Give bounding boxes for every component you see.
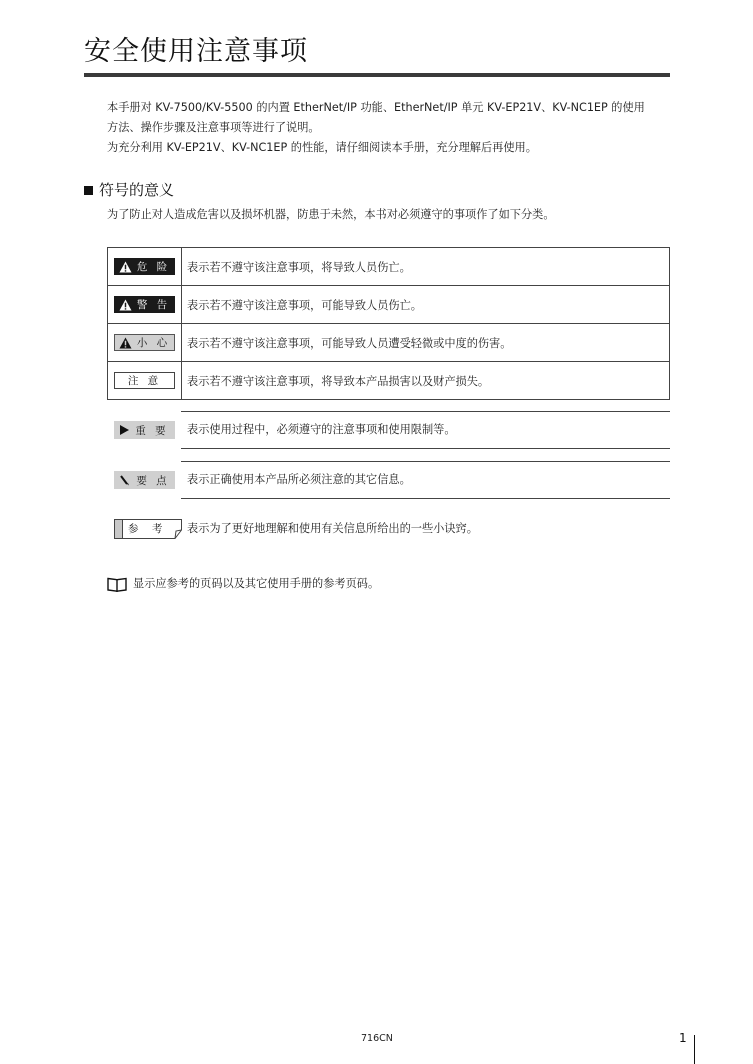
- key-point-description: 表示正确使用本产品所必须注意的其它信息。: [187, 473, 411, 486]
- divider: [181, 461, 670, 462]
- important-description: 表示使用过程中，必须遵守的注意事项和使用限制等。: [187, 423, 456, 436]
- reference-badge-label: 参 考: [128, 523, 168, 535]
- pencil-icon: [119, 475, 130, 486]
- book-icon: [107, 577, 127, 592]
- symbol-row-notice: [108, 362, 670, 400]
- notice-badge: [114, 372, 175, 389]
- intro-line-3: 为充分利用 KV-EP21V、KV-NC1EP 的性能，请仔细阅读本手册，充分理解后再使用。: [107, 141, 537, 154]
- page-number: 1: [679, 1031, 687, 1045]
- intro-line-2: 方法、操作步骤及注意事项等进行了说明。: [107, 121, 320, 134]
- warning-badge-label: 警 告: [136, 299, 171, 311]
- warning-triangle-icon: [119, 261, 132, 273]
- caution-badge-label: 小 心: [136, 337, 171, 349]
- divider: [181, 411, 670, 412]
- warning-triangle-icon: [119, 337, 132, 349]
- warning-badge: [114, 296, 175, 313]
- title-rule: [84, 73, 670, 77]
- warning-triangle-icon: [119, 299, 132, 311]
- page-reference-description: 显示应参考的页码以及其它使用手册的参考页码。: [133, 577, 380, 590]
- key-point-row: [107, 461, 670, 499]
- symbol-row-caution: [108, 324, 670, 362]
- divider: [181, 498, 670, 499]
- notice-badge-label: 注 意: [127, 375, 162, 387]
- notice-description: 表示若不遵守该注意事项，将导致本产品损害以及财产损失。: [182, 362, 670, 400]
- section-heading-label: 符号的意义: [99, 181, 175, 199]
- section-heading: [84, 180, 174, 200]
- document-code: 716CN: [361, 1033, 393, 1044]
- section-description: 为了防止对人造成危害以及损坏机器，防患于未然，本书对必须遵守的事项作了如下分类。: [107, 208, 555, 221]
- danger-badge-label: 危 险: [136, 261, 171, 273]
- reference-badge: [114, 519, 182, 539]
- important-badge-label: 重 要: [135, 424, 169, 437]
- danger-badge: [114, 258, 175, 275]
- caution-description: 表示若不遵守该注意事项，可能导致人员遭受轻微或中度的伤害。: [182, 324, 670, 362]
- intro-text: [107, 98, 673, 158]
- reference-description: 表示为了更好地理解和使用有关信息所给出的一些小诀窍。: [187, 522, 478, 535]
- square-bullet-icon: [84, 186, 93, 195]
- key-point-badge: [114, 471, 175, 489]
- intro-line-1: 本手册对 KV-7500/KV-5500 的内置 EtherNet/IP 功能、EtherNet/IP 单元 KV-EP21V、KV-NC1EP 的使用: [107, 101, 645, 114]
- play-arrow-icon: [120, 425, 129, 435]
- divider: [181, 448, 670, 449]
- reference-row: [107, 517, 670, 541]
- important-badge: [114, 421, 175, 439]
- warning-description: 表示若不遵守该注意事项，可能导致人员伤亡。: [182, 286, 670, 324]
- key-point-badge-label: 要 点: [136, 474, 170, 487]
- important-row: [107, 411, 670, 449]
- danger-description: 表示若不遵守该注意事项，将导致人员伤亡。: [182, 248, 670, 286]
- page-number-rule: [694, 1035, 695, 1064]
- symbol-table: [107, 247, 670, 400]
- symbol-row-danger: [108, 248, 670, 286]
- caution-badge: [114, 334, 175, 351]
- page-title: 安全使用注意事项: [84, 36, 308, 67]
- symbol-row-warning: [108, 286, 670, 324]
